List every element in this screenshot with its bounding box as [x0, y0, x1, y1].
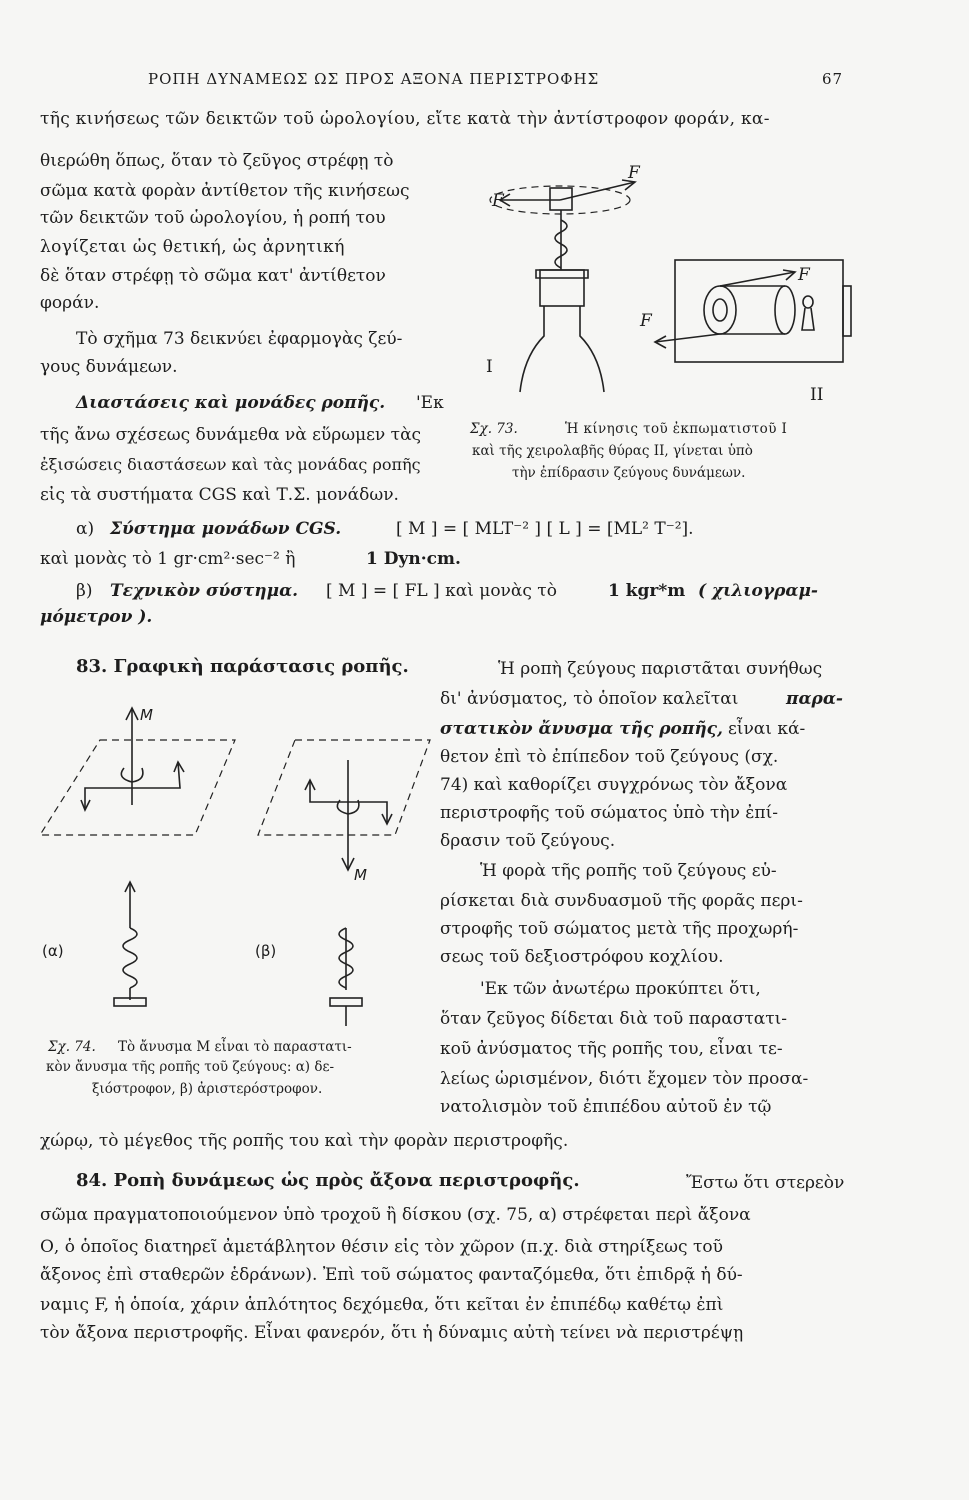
text-line: ἄξονος ἐπὶ σταθερῶν ἑδράνων). Ἐπὶ τοῦ σώματος φανταζόμεθα, ὅτι ἐπιδρᾷ ἡ δύ- [40, 1265, 743, 1285]
force-arrow-top [720, 272, 795, 286]
text-line: εἶναι κά- [728, 719, 806, 739]
moment-label-M: M [140, 706, 153, 724]
figure-74-caption-line: κὸν ἄνυσμα τῆς ροπῆς τοῦ ζεύγους: α) δε- [46, 1059, 335, 1075]
door-panel [675, 260, 843, 362]
text-line: Ἡ φορὰ τῆς ροπῆς τοῦ ζεύγους εὑ- [480, 861, 777, 881]
text-line: λογίζεται ὡς θετική, ὡς ἀρνητική [40, 237, 345, 257]
text-line: 74) καὶ καθορίζει συγχρόνως τὸν ἄξονα [440, 775, 788, 795]
text-line: λείως ὡρισμένον, διότι ἔχομεν τὸν προσα- [440, 1069, 809, 1089]
figure-73-caption-line: Ἡ κίνησις τοῦ ἐκπωματιστοῦ Ι [565, 421, 788, 437]
unit-b-unit: 1 kgr*m [608, 581, 686, 601]
moment-label-M: M [354, 866, 367, 884]
text-line: δι' ἀνύσματος, τὸ ὁποῖον καλεῖται [440, 689, 739, 709]
text-line: στροφῆς τοῦ σώματος μετὰ τῆς προχωρή- [440, 919, 799, 939]
door-knob [704, 286, 736, 334]
force-arrow-bottom [655, 334, 720, 342]
text-line: περιστροφῆς τοῦ σώματος ὑπὸ τὴν ἐπί- [440, 803, 779, 823]
figure-73-caption-number: Σχ. 73. [470, 421, 518, 437]
unit-a-formula: [ M ] = [ MLT⁻² ] [ L ] = [ML² T⁻²]. [396, 519, 694, 539]
unit-b-name: Τεχνικὸν σύστημα. [110, 581, 299, 601]
figure-74-caption-number: Σχ. 74. [48, 1039, 96, 1055]
running-title: ΡΟΠΗ ΔΥΝΑΜΕΩΣ ΩΣ ΠΡΟΣ ΑΞΟΝΑ ΠΕΡΙΣΤΡΟΦΗΣ [148, 70, 600, 88]
text-line: Ἡ ροπὴ ζεύγους παριστᾶται συνήθως [498, 659, 823, 679]
force-label: F [640, 311, 652, 331]
text-line: 'Εκ [416, 393, 444, 413]
figure-label-I: I [486, 357, 493, 377]
text-line: τὸν ἄξονα περιστροφῆς. Εἶναι φανερόν, ὅτι ἡ δύναμις αὐτὴ τείνει νὰ περιστρέψῃ [40, 1323, 744, 1343]
text-line: Τὸ σχῆμα 73 δεικνύει ἐφαρμογὰς ζεύ- [76, 329, 403, 349]
term-highlight: παρα- [786, 689, 843, 709]
text-line: φοράν. [40, 293, 100, 313]
unit-b-prefix: β) [76, 581, 93, 601]
unit-a-unit-line: καὶ μονὰς τὸ 1 gr·cm²·sec⁻² ἢ [40, 549, 296, 569]
unit-b-paren: μόμετρον ). [40, 607, 153, 627]
dimensions-heading: Διαστάσεις καὶ μονάδες ροπῆς. [76, 393, 386, 413]
text-line: Ο, ὁ ὁποῖος διατηρεῖ ἀμετάβλητον θέσιν εἰς τὸν χῶρον (π.χ. διὰ στηρίξεως τοῦ [40, 1237, 723, 1257]
text-line: θιερώθη ὅπως, ὅταν τὸ ζεῦγος στρέφῃ τὸ [40, 151, 394, 171]
text-line: σῶμα πραγματοποιούμενον ὑπὸ τροχοῦ ἢ δίσκου (σχ. 75, α) στρέφεται περὶ ἄξονα [40, 1205, 751, 1225]
unit-a-name: Σύστημα μονάδων CGS. [110, 519, 342, 539]
figure-label-a: (α) [42, 942, 64, 960]
text-line: ἐξισώσεις διαστάσεων καὶ τὰς μονάδας ροπῆς [40, 455, 421, 474]
text-line: τῶν δεικτῶν τοῦ ὡρολογίου, ἡ ροπή του [40, 208, 386, 228]
force-label: F [798, 265, 810, 285]
text-line: δὲ ὅταν στρέφῃ τὸ σῶμα κατ' ἀντίθετον [40, 266, 386, 286]
section-83-title: 83. Γραφικὴ παράστασις ροπῆς. [76, 656, 409, 677]
text-line: χώρῳ, τὸ μέγεθος τῆς ροπῆς του καὶ τὴν φορὰν περιστροφῆς. [40, 1131, 569, 1151]
text-line: ναμις F, ἡ ὁποία, χάριν ἁπλότητος δεχόμεθα, ὅτι κεῖται ἐν ἐπιπέδῳ καθέτῳ ἐπὶ [40, 1295, 724, 1315]
unit-a-prefix: α) [76, 519, 95, 539]
force-label: F [628, 163, 640, 183]
force-label: F [492, 191, 504, 211]
figure-label-b: (β) [255, 942, 277, 960]
figure-label-II: II [810, 385, 824, 405]
text-line: Ἔστω ὅτι στερεὸν [686, 1173, 845, 1193]
text-line: σεως τοῦ δεξιοστρόφου κοχλίου. [440, 947, 724, 967]
figure-74-caption-line: Τὸ ἄνυσμα Μ εἶναι τὸ παραστατι- [118, 1039, 352, 1055]
text-line: εἰς τὰ συστήματα CGS καὶ Τ.Σ. μονάδων. [40, 485, 399, 505]
text-line: γους δυνάμεων. [40, 357, 178, 377]
text-line: θετον ἐπὶ τὸ ἐπίπεδον τοῦ ζεύγους (σχ. [440, 747, 779, 767]
unit-a-dyn: 1 Dyn·cm. [366, 549, 461, 569]
text-line: 'Εκ τῶν ἀνωτέρω προκύπτει ὅτι, [480, 979, 761, 999]
figure-73-corkscrew-and-handle [470, 160, 870, 420]
text-line: κοῦ ἀνύσματος τῆς ροπῆς του, εἶναι τε- [440, 1039, 783, 1059]
figure-73-caption-line: τὴν ἐπίδρασιν ζεύγους δυνάμεων. [512, 465, 746, 481]
keyhole [803, 296, 813, 308]
figure-74-caption-line: ξιόστροφον, β) ἀριστερόστροφον. [92, 1081, 323, 1097]
page-number: 67 [822, 70, 844, 88]
text-line: ρίσκεται διὰ συνδυασμοῦ τῆς φορᾶς περι- [440, 891, 803, 911]
unit-b-formula: [ M ] = [ FL ] καὶ μονὰς τὸ [326, 581, 557, 601]
text-line: νατολισμὸν τοῦ ἐπιπέδου αὐτοῦ ἐν τῷ [440, 1097, 772, 1117]
unit-b-paren: ( χιλιογραμ- [698, 581, 818, 601]
text-line: ὅταν ζεῦγος δίδεται διὰ τοῦ παραστατι- [440, 1009, 788, 1029]
figure-74-moment-vectors [30, 700, 430, 1030]
text-line: τῆς ἄνω σχέσεως δυνάμεθα νὰ εὕρωμεν τὰς [40, 425, 422, 445]
figure-73-caption-line: καὶ τῆς χειρολαβῆς θύρας ΙΙ, γίνεται ὑπὸ [472, 443, 753, 459]
section-84-title: 84. Ροπὴ δυνάμεως ὡς πρὸς ἄξονα περιστροφῆς. [76, 1170, 580, 1191]
text-line: τῆς κινήσεως τῶν δεικτῶν τοῦ ὡρολογίου, εἴτε κατὰ τὴν ἀντίστροφον φοράν, κα- [40, 109, 770, 129]
text-line: δρασιν τοῦ ζεύγους. [440, 831, 616, 851]
text-line: σῶμα κατὰ φορὰν ἀντίθετον τῆς κινήσεως [40, 181, 410, 201]
term-highlight: στατικὸν ἄνυσμα τῆς ροπῆς, [440, 719, 723, 739]
